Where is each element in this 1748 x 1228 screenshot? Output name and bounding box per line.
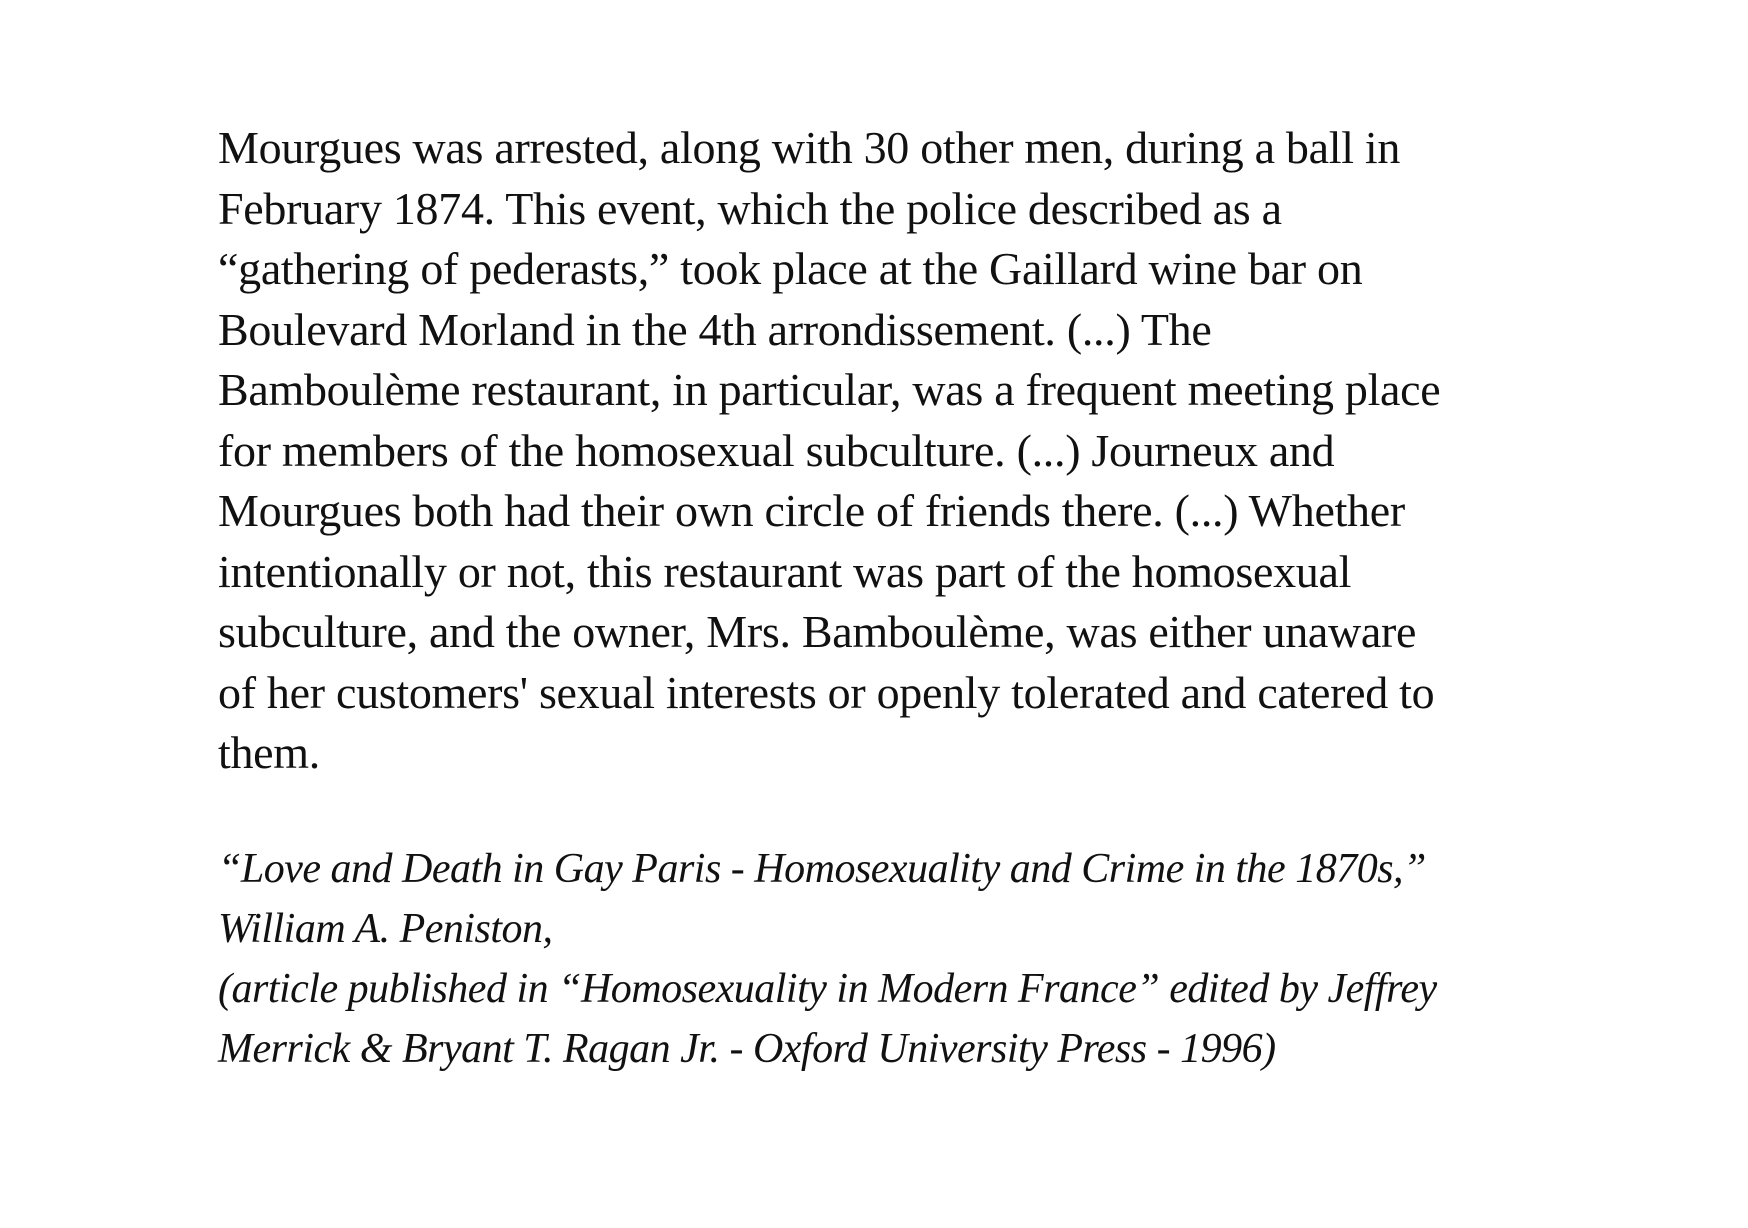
quote-paragraph [218,118,1558,784]
quote-line: Mourgues both had their own circle of friends there. (...) Whether [218,485,1405,536]
quote-line: subculture, and the owner, Mrs. Bamboulème, was either unaware [218,606,1417,657]
citation-title: “Love and Death in Gay Paris - Homosexuality and Crime in the 1870s,” [218,845,1426,892]
citation-source: Merrick & Bryant T. Ragan Jr. - Oxford University Press - 1996) [218,1025,1276,1072]
quote-line: “gathering of pederasts,” took place at the Gaillard wine bar on [218,243,1363,294]
quote-line: of her customers' sexual interests or openly tolerated and catered to [218,666,1435,718]
quote-line: intentionally or not, this restaurant was part of the homosexual [218,545,1352,597]
quote-line: Boulevard Morland in the 4th arrondissement. (...) The [218,303,1212,355]
citation-source: (article published in “Homosexuality in Modern France” edited by Jeffrey [218,965,1437,1012]
quote-line: February 1874. This event, which the police described as a [218,182,1282,234]
document-page [218,118,1558,1079]
quote-line: Bamboulème restaurant, in particular, was a frequent meeting place [218,364,1441,415]
quote-line: for members of the homosexual subculture. (...) Journeux and [218,424,1335,476]
quote-line: them. [218,727,320,778]
citation-block [218,839,1558,1079]
quote-line: Mourgues was arrested, along with 30 other men, during a ball in [218,122,1401,173]
citation-author: William A. Peniston, [218,905,553,952]
